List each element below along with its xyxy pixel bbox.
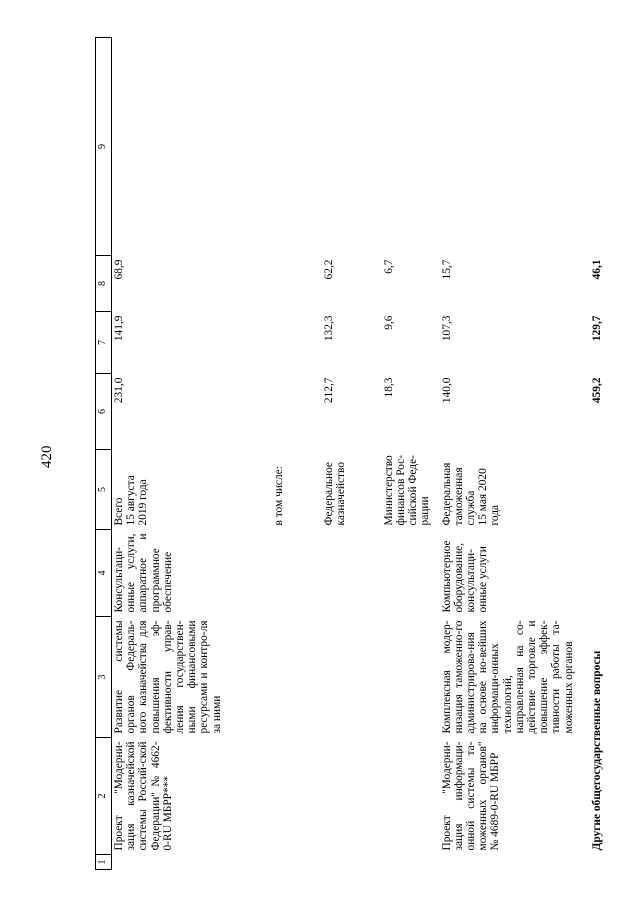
sub-value-col6: 18,3 [382, 377, 395, 398]
section-value-col8: 46,1 [590, 259, 603, 280]
table-row [382, 38, 440, 870]
column-header-6: 6 [96, 374, 112, 450]
section-value-col7: 129,7 [590, 315, 603, 342]
column-header-5: 5 [96, 450, 112, 530]
loan-projects-table [95, 37, 618, 870]
section-value-col6: 459,2 [590, 377, 603, 404]
value-col7: 141,9 [113, 315, 125, 342]
table-row [440, 38, 590, 870]
executor-date: 15 августа 2019 года [125, 475, 150, 526]
value-col6: 140,0 [440, 377, 453, 404]
sub-executor-name: Министерство финансов Рос-сийской Феде-рации [382, 454, 432, 526]
column-header-8: 8 [96, 256, 112, 312]
table-row [590, 38, 618, 870]
column-header-2: 2 [96, 738, 112, 855]
table-row [272, 38, 322, 870]
executor-name: Федеральная таможенная служба [440, 462, 477, 526]
executor-cell [112, 450, 272, 530]
project-goal-cell: Развитие системы органов Федераль-ного казначейства для повышения эф-фективности управ-ления государствен-ными финансовыми ресурсами и контро-ля за ними [113, 620, 223, 734]
value-col9 [440, 38, 590, 256]
project-goal-cell: Комплексная модер-низация таможенно-го администрирова-ния на основе но-вейших информаци-онных технологий, направленная на со-действие торговле и повышение эффек-тивности работы та-моженных органов [440, 620, 575, 734]
sub-value-col8: 62,2 [322, 259, 335, 280]
value-col8: 68,9 [113, 259, 125, 280]
sub-executor-name: Федеральное казначейство [322, 461, 347, 526]
table-row [112, 38, 272, 870]
executor-total-label: Всего [113, 497, 125, 526]
sub-value-col8: 6,7 [382, 259, 395, 274]
value-col8: 15,7 [440, 259, 453, 280]
project-name-cell: Проект "Модерни-зация информаци-онной системы та-моженных органов" № 4689-0-RU МБРР [440, 741, 502, 851]
executor-breakdown-intro: в том числе: [272, 466, 285, 526]
value-col6: 231,0 [113, 377, 125, 404]
value-col9 [112, 38, 272, 256]
column-header-4: 4 [96, 530, 112, 617]
section-value-col9 [590, 38, 618, 256]
budget-table-sheet [95, 38, 615, 870]
page-number: 420 [39, 445, 55, 468]
column-header-9: 9 [96, 38, 112, 256]
column-header-1: 1 [96, 855, 112, 870]
column-header-7: 7 [96, 312, 112, 374]
executor-date: 15 мая 2020 года [477, 468, 502, 526]
sub-value-col7: 9,6 [382, 315, 395, 330]
project-services-cell: Консультаци-онные услуги, аппаратное и программное обеспечение [113, 533, 174, 613]
value-col7: 107,3 [440, 315, 453, 342]
column-header-3: 3 [96, 617, 112, 738]
table-row [322, 38, 382, 870]
column-header-row [96, 38, 112, 870]
executor-cell [440, 450, 590, 530]
section-title: Другие общегосударственные вопросы [590, 650, 603, 851]
project-name-cell: Проект "Модерни-зация казначейской системы Россий-ской Федерации" № 4662-0-RU МБРР*** [113, 741, 174, 851]
project-services-cell: Компьютерное оборудование, консультаци-онные услуги [440, 540, 490, 613]
sub-value-col7: 132,3 [322, 315, 335, 342]
sub-value-col6: 212,7 [322, 377, 335, 404]
